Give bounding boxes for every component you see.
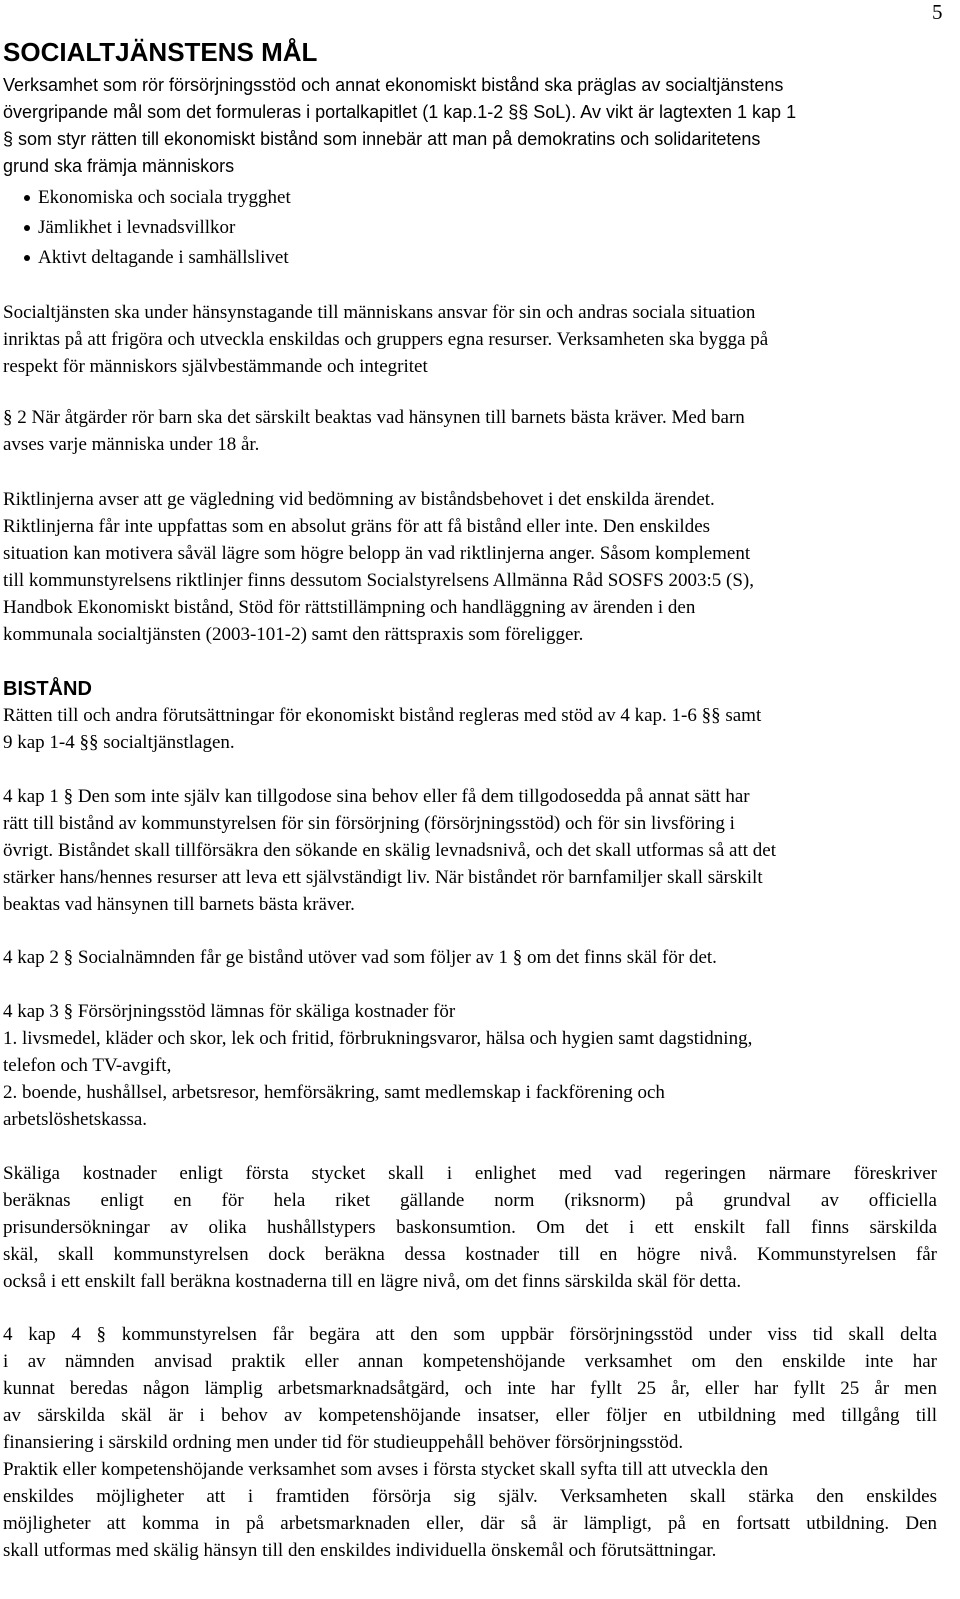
paragraph-line: till kommunstyrelsens riktlinjer finns dessutom Socialstyrelsens Allmänna Råd SOSFS 2003:5 (S), (3, 570, 755, 591)
paragraph-line: skäl, skall kommunstyrelsen dock beräkna dessa kostnader till en högre nivå. Kommunstyrelsen får (3, 1244, 937, 1265)
paragraph-socialtjansten (3, 299, 937, 380)
paragraph-line: Riktlinjerna får inte uppfattas som en absolut gräns för att få bistånd eller inte. Den enskildes (3, 516, 711, 537)
intro-paragraph (3, 72, 937, 180)
bullet-item: Ekonomiska och sociala trygghet (38, 184, 291, 211)
paragraph-line: avses varje människa under 18 år. (3, 434, 260, 455)
paragraph-line: finansiering i särskild ordning men under tid för studieuppehåll behöver försörjningsstöd. (3, 1432, 684, 1453)
intro-line: övergripande mål som det formuleras i portalkapitlet (1 kap.1-2 §§ SoL). Av vikt är lagtexten 1 kap 1 (3, 102, 797, 122)
paragraph-line: Praktik eller kompetenshöjande verksamhet som avses i första stycket skall syfta till att utveckla den (3, 1459, 769, 1480)
paragraph-ratten (3, 702, 937, 756)
page-title: SOCIALTJÄNSTENS MÅL (3, 37, 318, 67)
paragraph-line: 1. livsmedel, kläder och skor, lek och fritid, förbrukningsvaror, hälsa och hygien samt dagstidning, (3, 1028, 753, 1049)
paragraph-line: enskildes möjligheter att i framtiden försörja sig själv. Verksamheten skall stärka den enskildes (3, 1486, 937, 1507)
paragraph-line: beaktas vad hänsynen till barnets bästa kräver. (3, 894, 355, 915)
paragraph-4kap1 (3, 783, 937, 918)
paragraph-line: skall utformas med skälig hänsyn till den enskildes individuella önskemål och förutsättningar. (3, 1540, 717, 1561)
paragraph-line: situation kan motivera såväl lägre som högre belopp än vad riktlinjerna anger. Såsom komplement (3, 543, 751, 564)
paragraph-line: prisundersökningar av olika hushållstypers baskonsumtion. Om det i ett enskilt fall finns särskilda (3, 1217, 937, 1238)
paragraph-4kap4 (3, 1321, 937, 1564)
paragraph-4kap3 (3, 998, 937, 1133)
bullet-item: Aktivt deltagande i samhällslivet (38, 244, 289, 271)
paragraph-line: Rätten till och andra förutsättningar för ekonomiskt bistånd regleras med stöd av 4 kap. 1-6 §§ samt (3, 705, 762, 726)
section-heading-bistand: BISTÅND (3, 678, 92, 700)
paragraph-line: beräknas enligt en för hela riket gällande norm (riksnorm) på grundval av officiella (3, 1190, 937, 1211)
paragraph-line: 4 kap 1 § Den som inte själv kan tillgodose sina behov eller få dem tillgodosedda på annat sätt har (3, 786, 750, 807)
paragraph-line: övrigt. Biståndet skall tillförsäkra den sökande en skälig levnadsnivå, och det skall utformas så att det (3, 840, 777, 861)
paragraph-line: i av nämnden anvisad praktik eller annan kompetenshöjande verksamhet om den enskilde inte har (3, 1351, 937, 1372)
intro-line: § som styr rätten till ekonomiskt bistånd som innebär att man på demokratins och solidaritetens (3, 129, 761, 149)
paragraph-line: möjligheter att komma in på arbetsmarknaden eller, där så är lämpligt, på en fortsatt utbildning. Den (3, 1513, 937, 1534)
paragraph-line: 2. boende, hushållsel, arbetsresor, hemförsäkring, samt medlemskap i fackförening och (3, 1082, 665, 1103)
paragraph-line: telefon och TV-avgift, (3, 1055, 172, 1076)
paragraph-line: av särskilda skäl är i behov av kompetenshöjande insatser, eller följer en utbildning med tillgång till (3, 1405, 937, 1426)
bullet-item: Jämlikhet i levnadsvillkor (38, 214, 235, 241)
paragraph-4kap2: 4 kap 2 § Socialnämnden får ge bistånd utöver vad som följer av 1 § om det finns skäl för det. (3, 947, 717, 968)
paragraph-line: respekt för människors självbestämmande och integritet (3, 356, 428, 377)
paragraph-line: Handbok Ekonomiskt bistånd, Stöd för rättstillämpning och handläggning av ärenden i den (3, 597, 696, 618)
paragraph-line: 4 kap 3 § Försörjningsstöd lämnas för skäliga kostnader för (3, 1001, 456, 1022)
intro-line: Verksamhet som rör försörjningsstöd och annat ekonomiskt bistånd ska präglas av socialtjänstens (3, 75, 784, 95)
paragraph-line: kommunala socialtjänsten (2003-101-2) samt den rättspraxis som föreligger. (3, 624, 584, 645)
paragraph-riktlinjer (3, 486, 937, 648)
intro-line: grund ska främja människors (3, 156, 235, 176)
paragraph-line: § 2 När åtgärder rör barn ska det särskilt beaktas vad hänsynen till barnets bästa kräver. Med barn (3, 407, 745, 428)
page-number: 5 (932, 0, 943, 24)
paragraph-line: rätt till bistånd av kommunstyrelsen för sin försörjning (försörjningsstöd) och för sin livsföring i (3, 813, 735, 834)
paragraph-line: 9 kap 1-4 §§ socialtjänstlagen. (3, 732, 235, 753)
paragraph-barn (3, 404, 937, 458)
paragraph-line: arbetslöshetskassa. (3, 1109, 148, 1130)
paragraph-skaliga-kostnader (3, 1160, 937, 1295)
paragraph-line: 4 kap 4 § kommunstyrelsen får begära att den som uppbär försörjningsstöd under viss tid skall delta (3, 1324, 937, 1345)
paragraph-line: Skäliga kostnader enligt första stycket skall i enlighet med vad regeringen närmare föreskriver (3, 1163, 937, 1184)
paragraph-line: Riktlinjerna avser att ge vägledning vid bedömning av biståndsbehovet i det enskilda ärendet. (3, 489, 715, 510)
paragraph-line: inriktas på att frigöra och utveckla enskildas och gruppers egna resurser. Verksamheten ska bygga på (3, 329, 769, 350)
paragraph-line: stärker hans/hennes resurser att leva ett självständigt liv. När biståndet rör barnfamiljer skall särskilt (3, 867, 763, 888)
paragraph-line: kunnat beredas någon lämplig arbetsmarknadsåtgärd, och inte har fyllt 25 år, eller har fyllt 25 år men (3, 1378, 937, 1399)
paragraph-line: Socialtjänsten ska under hänsynstagande till människans ansvar för sin och andras sociala situation (3, 302, 756, 323)
paragraph-line: också i ett enskilt fall beräkna kostnaderna till en lägre nivå, om det finns särskilda skäl för detta. (3, 1271, 742, 1292)
